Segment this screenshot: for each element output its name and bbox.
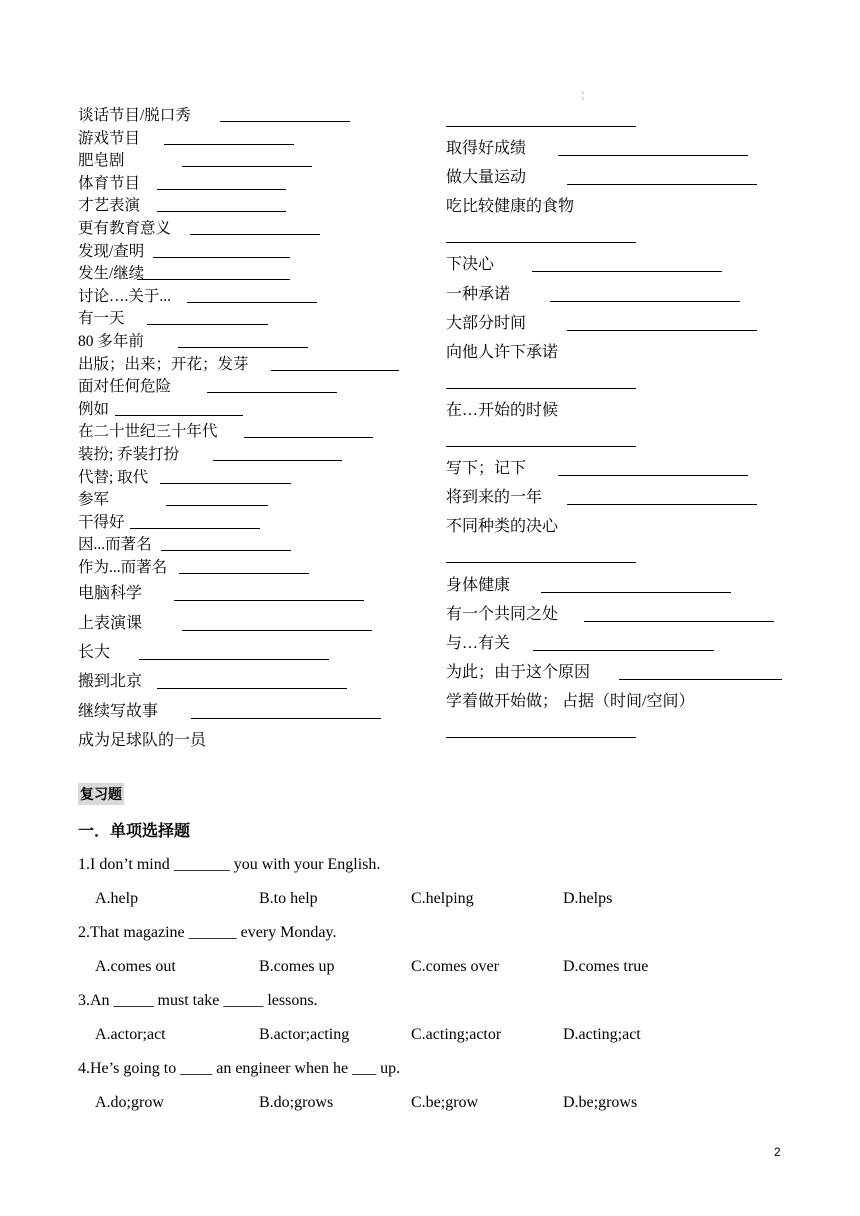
option-c[interactable]: C.helping	[411, 890, 474, 907]
vocab-label: 更有教育意义	[78, 219, 172, 237]
vocab-item	[446, 250, 806, 279]
vocab-item	[78, 241, 418, 264]
vocab-item	[78, 331, 418, 354]
option-a[interactable]: A.comes out	[95, 958, 176, 975]
question-options	[78, 1022, 778, 1056]
vocab-label: 体育节目	[78, 174, 141, 192]
answer-blank[interactable]	[567, 330, 757, 331]
vocab-item	[78, 195, 418, 218]
answer-blank[interactable]	[178, 347, 308, 348]
option-b[interactable]: B.do;grows	[259, 1094, 334, 1111]
question-options	[78, 1090, 778, 1124]
answer-blank[interactable]	[550, 301, 740, 302]
answer-blank[interactable]	[567, 184, 757, 185]
answer-blank[interactable]	[182, 166, 312, 167]
vocab-label: 为此；由于这个原因	[446, 663, 591, 681]
answer-blank[interactable]	[446, 737, 636, 738]
vocab-label: 不同种类的决心	[446, 518, 559, 536]
vocab-item	[446, 309, 806, 338]
vocab-item	[446, 687, 806, 716]
answer-line-row	[446, 425, 806, 454]
option-a[interactable]: A.help	[95, 890, 139, 907]
vocab-label: 长大	[78, 644, 111, 662]
vocab-label: 面对任何危险	[78, 378, 172, 396]
answer-blank[interactable]	[191, 718, 381, 719]
question-stem: 2.That magazine ______ every Monday.	[78, 924, 337, 941]
vocab-label: 学着做开始做； 占据（时间/空间）	[446, 692, 695, 710]
vocab-item	[446, 192, 806, 221]
question-options	[78, 954, 778, 988]
option-b[interactable]: B.to help	[259, 890, 318, 907]
answer-blank[interactable]	[153, 257, 290, 258]
vocab-item	[446, 280, 806, 309]
answer-blank[interactable]	[161, 550, 291, 551]
answer-blank[interactable]	[584, 621, 774, 622]
vocab-label: 因...而著名	[78, 536, 152, 554]
vocab-label: 大部分时间	[446, 314, 527, 332]
vocab-item	[78, 667, 418, 696]
answer-blank[interactable]	[157, 688, 347, 689]
answer-line-row	[446, 367, 806, 396]
vocab-item	[78, 354, 418, 377]
vocab-label: 才艺表演	[78, 197, 141, 215]
question-stem: 4.He’s going to ____ an engineer when he ___ up.	[78, 1060, 401, 1077]
vocab-label: 参军	[78, 491, 110, 509]
answer-blank[interactable]	[174, 600, 364, 601]
vocab-label: 下决心	[446, 256, 495, 274]
answer-blank[interactable]	[115, 415, 243, 416]
vocab-label: 干得好	[78, 513, 125, 531]
vocab-label: 电脑科学	[78, 585, 143, 603]
answer-blank[interactable]	[446, 242, 636, 243]
vocab-label: 在…开始的时候	[446, 401, 559, 419]
answer-blank[interactable]	[182, 630, 372, 631]
answer-blank[interactable]	[244, 437, 373, 438]
vocab-item	[446, 134, 806, 163]
vocab-label: 一种承诺	[446, 285, 511, 303]
question-options	[78, 886, 778, 920]
vocab-label: 搬到北京	[78, 673, 143, 691]
vocab-item	[78, 308, 418, 331]
vocab-label: 出版；出来；开花；发芽	[78, 355, 249, 373]
vocab-item	[78, 263, 418, 286]
answer-blank[interactable]	[446, 388, 636, 389]
vocab-label: 上表演课	[78, 614, 143, 632]
answer-blank[interactable]	[147, 324, 268, 325]
vocab-item	[446, 658, 806, 687]
answer-blank[interactable]	[160, 483, 291, 484]
option-d[interactable]: D.acting;act	[563, 1026, 641, 1043]
vocab-item	[446, 163, 806, 192]
vocab-item	[78, 579, 418, 608]
answer-blank[interactable]	[157, 189, 286, 190]
vocab-item	[446, 600, 806, 629]
vocab-label: 做大量运动	[446, 169, 527, 187]
vocab-item	[78, 376, 418, 399]
vocab-label: 向他人许下承诺	[446, 343, 559, 361]
option-c[interactable]: C.acting;actor	[411, 1026, 502, 1043]
vocab-item	[78, 697, 418, 726]
answer-blank[interactable]	[139, 659, 329, 660]
vocab-item	[78, 128, 418, 151]
option-b[interactable]: B.actor;acting	[259, 1026, 350, 1043]
tick-mark: ¦	[582, 90, 584, 100]
answer-blank[interactable]	[220, 121, 350, 122]
answer-blank[interactable]	[532, 271, 722, 272]
vocab-label: 将到来的一年	[446, 489, 543, 507]
vocab-label: 有一天	[78, 310, 125, 328]
vocab-label: 发生/继续	[78, 265, 145, 283]
question-list	[78, 852, 778, 1124]
vocab-label: 有一个共同之处	[446, 605, 559, 623]
option-c[interactable]: C.be;grow	[411, 1094, 479, 1111]
vocab-label: 发现/查明	[78, 242, 145, 260]
answer-line-row	[446, 105, 806, 134]
answer-blank[interactable]	[137, 279, 290, 280]
answer-blank[interactable]	[130, 528, 260, 529]
vocab-item	[78, 534, 418, 557]
answer-blank[interactable]	[541, 592, 731, 593]
vocab-right-column	[446, 105, 806, 745]
answer-line-row	[446, 716, 806, 745]
answer-blank[interactable]	[213, 460, 342, 461]
vocab-label: 代替; 取代	[78, 468, 149, 486]
vocab-item	[78, 399, 418, 422]
vocab-label: 在二十世纪三十年代	[78, 423, 218, 441]
vocab-item	[446, 338, 806, 367]
vocab-item	[78, 444, 418, 467]
answer-blank[interactable]	[567, 504, 757, 505]
vocab-label: 游戏节目	[78, 129, 141, 147]
option-b[interactable]: B.comes up	[259, 958, 335, 975]
vocab-label: 肥皂剧	[78, 152, 125, 170]
answer-blank[interactable]	[446, 126, 636, 127]
answer-line-row	[446, 221, 806, 250]
vocab-label: 谈话节目/脱口秀	[78, 107, 191, 124]
vocab-item	[78, 489, 418, 512]
vocab-label: 取得好成绩	[446, 140, 527, 158]
vocab-item	[446, 629, 806, 658]
vocab-label: 吃比较健康的食物	[446, 198, 575, 216]
option-d[interactable]: D.helps	[563, 890, 613, 907]
answer-blank[interactable]	[533, 650, 714, 651]
answer-blank[interactable]	[157, 211, 286, 212]
answer-blank[interactable]	[446, 446, 636, 447]
section-tag: 复习题	[78, 783, 124, 805]
page-number: 2	[774, 1145, 781, 1159]
vocab-label: 讨论….关于...	[78, 287, 172, 305]
question-stem: 3.An _____ must take _____ lessons.	[78, 992, 318, 1009]
vocab-item	[446, 571, 806, 600]
vocab-item	[446, 454, 806, 483]
vocab-label: 与…有关	[446, 634, 511, 652]
vocab-item	[78, 512, 418, 535]
option-d[interactable]: D.be;grows	[563, 1094, 638, 1111]
vocab-item	[446, 512, 806, 541]
answer-blank[interactable]	[166, 505, 268, 506]
vocab-item	[78, 638, 418, 667]
vocab-item	[446, 396, 806, 425]
answer-blank[interactable]	[558, 155, 748, 156]
answer-blank[interactable]	[187, 302, 317, 303]
vocab-label: 作为...而著名	[78, 558, 168, 576]
answer-blank[interactable]	[207, 392, 337, 393]
vocab-item	[78, 467, 418, 490]
vocab-label: 装扮; 乔装打扮	[78, 445, 180, 463]
vocab-item	[78, 105, 418, 128]
answer-blank[interactable]	[558, 475, 748, 476]
option-d[interactable]: D.comes true	[563, 958, 649, 975]
answer-blank[interactable]	[179, 573, 309, 574]
vocab-item	[78, 286, 418, 309]
answer-blank[interactable]	[271, 370, 399, 371]
vocab-label: 身体健康	[446, 576, 511, 594]
vocab-item	[78, 150, 418, 173]
vocab-label: 写下；记下	[446, 460, 527, 478]
vocab-item	[78, 218, 418, 241]
question-stem: 1.I don’t mind _______ you with your English.	[78, 856, 381, 873]
answer-blank[interactable]	[190, 234, 320, 235]
answer-blank[interactable]	[164, 144, 294, 145]
vocab-item	[78, 557, 418, 580]
answer-blank[interactable]	[446, 562, 636, 563]
vocab-label: 继续写故事	[78, 702, 159, 720]
vocab-item	[78, 173, 418, 196]
option-c[interactable]: C.comes over	[411, 958, 499, 975]
vocab-item	[78, 421, 418, 444]
section-heading: 一．单项选择题	[78, 821, 191, 840]
vocab-label: 80 多年前	[78, 332, 144, 350]
option-a[interactable]: A.do;grow	[95, 1094, 164, 1111]
option-a[interactable]: A.actor;act	[95, 1026, 166, 1043]
answer-line-row	[446, 541, 806, 570]
vocab-item	[78, 726, 418, 755]
vocab-label: 例如	[78, 400, 110, 418]
vocab-label: 成为足球队的一员	[78, 731, 207, 749]
vocab-item	[78, 609, 418, 638]
answer-blank[interactable]	[619, 679, 782, 680]
vocab-left-column	[78, 105, 418, 755]
vocab-item	[446, 483, 806, 512]
